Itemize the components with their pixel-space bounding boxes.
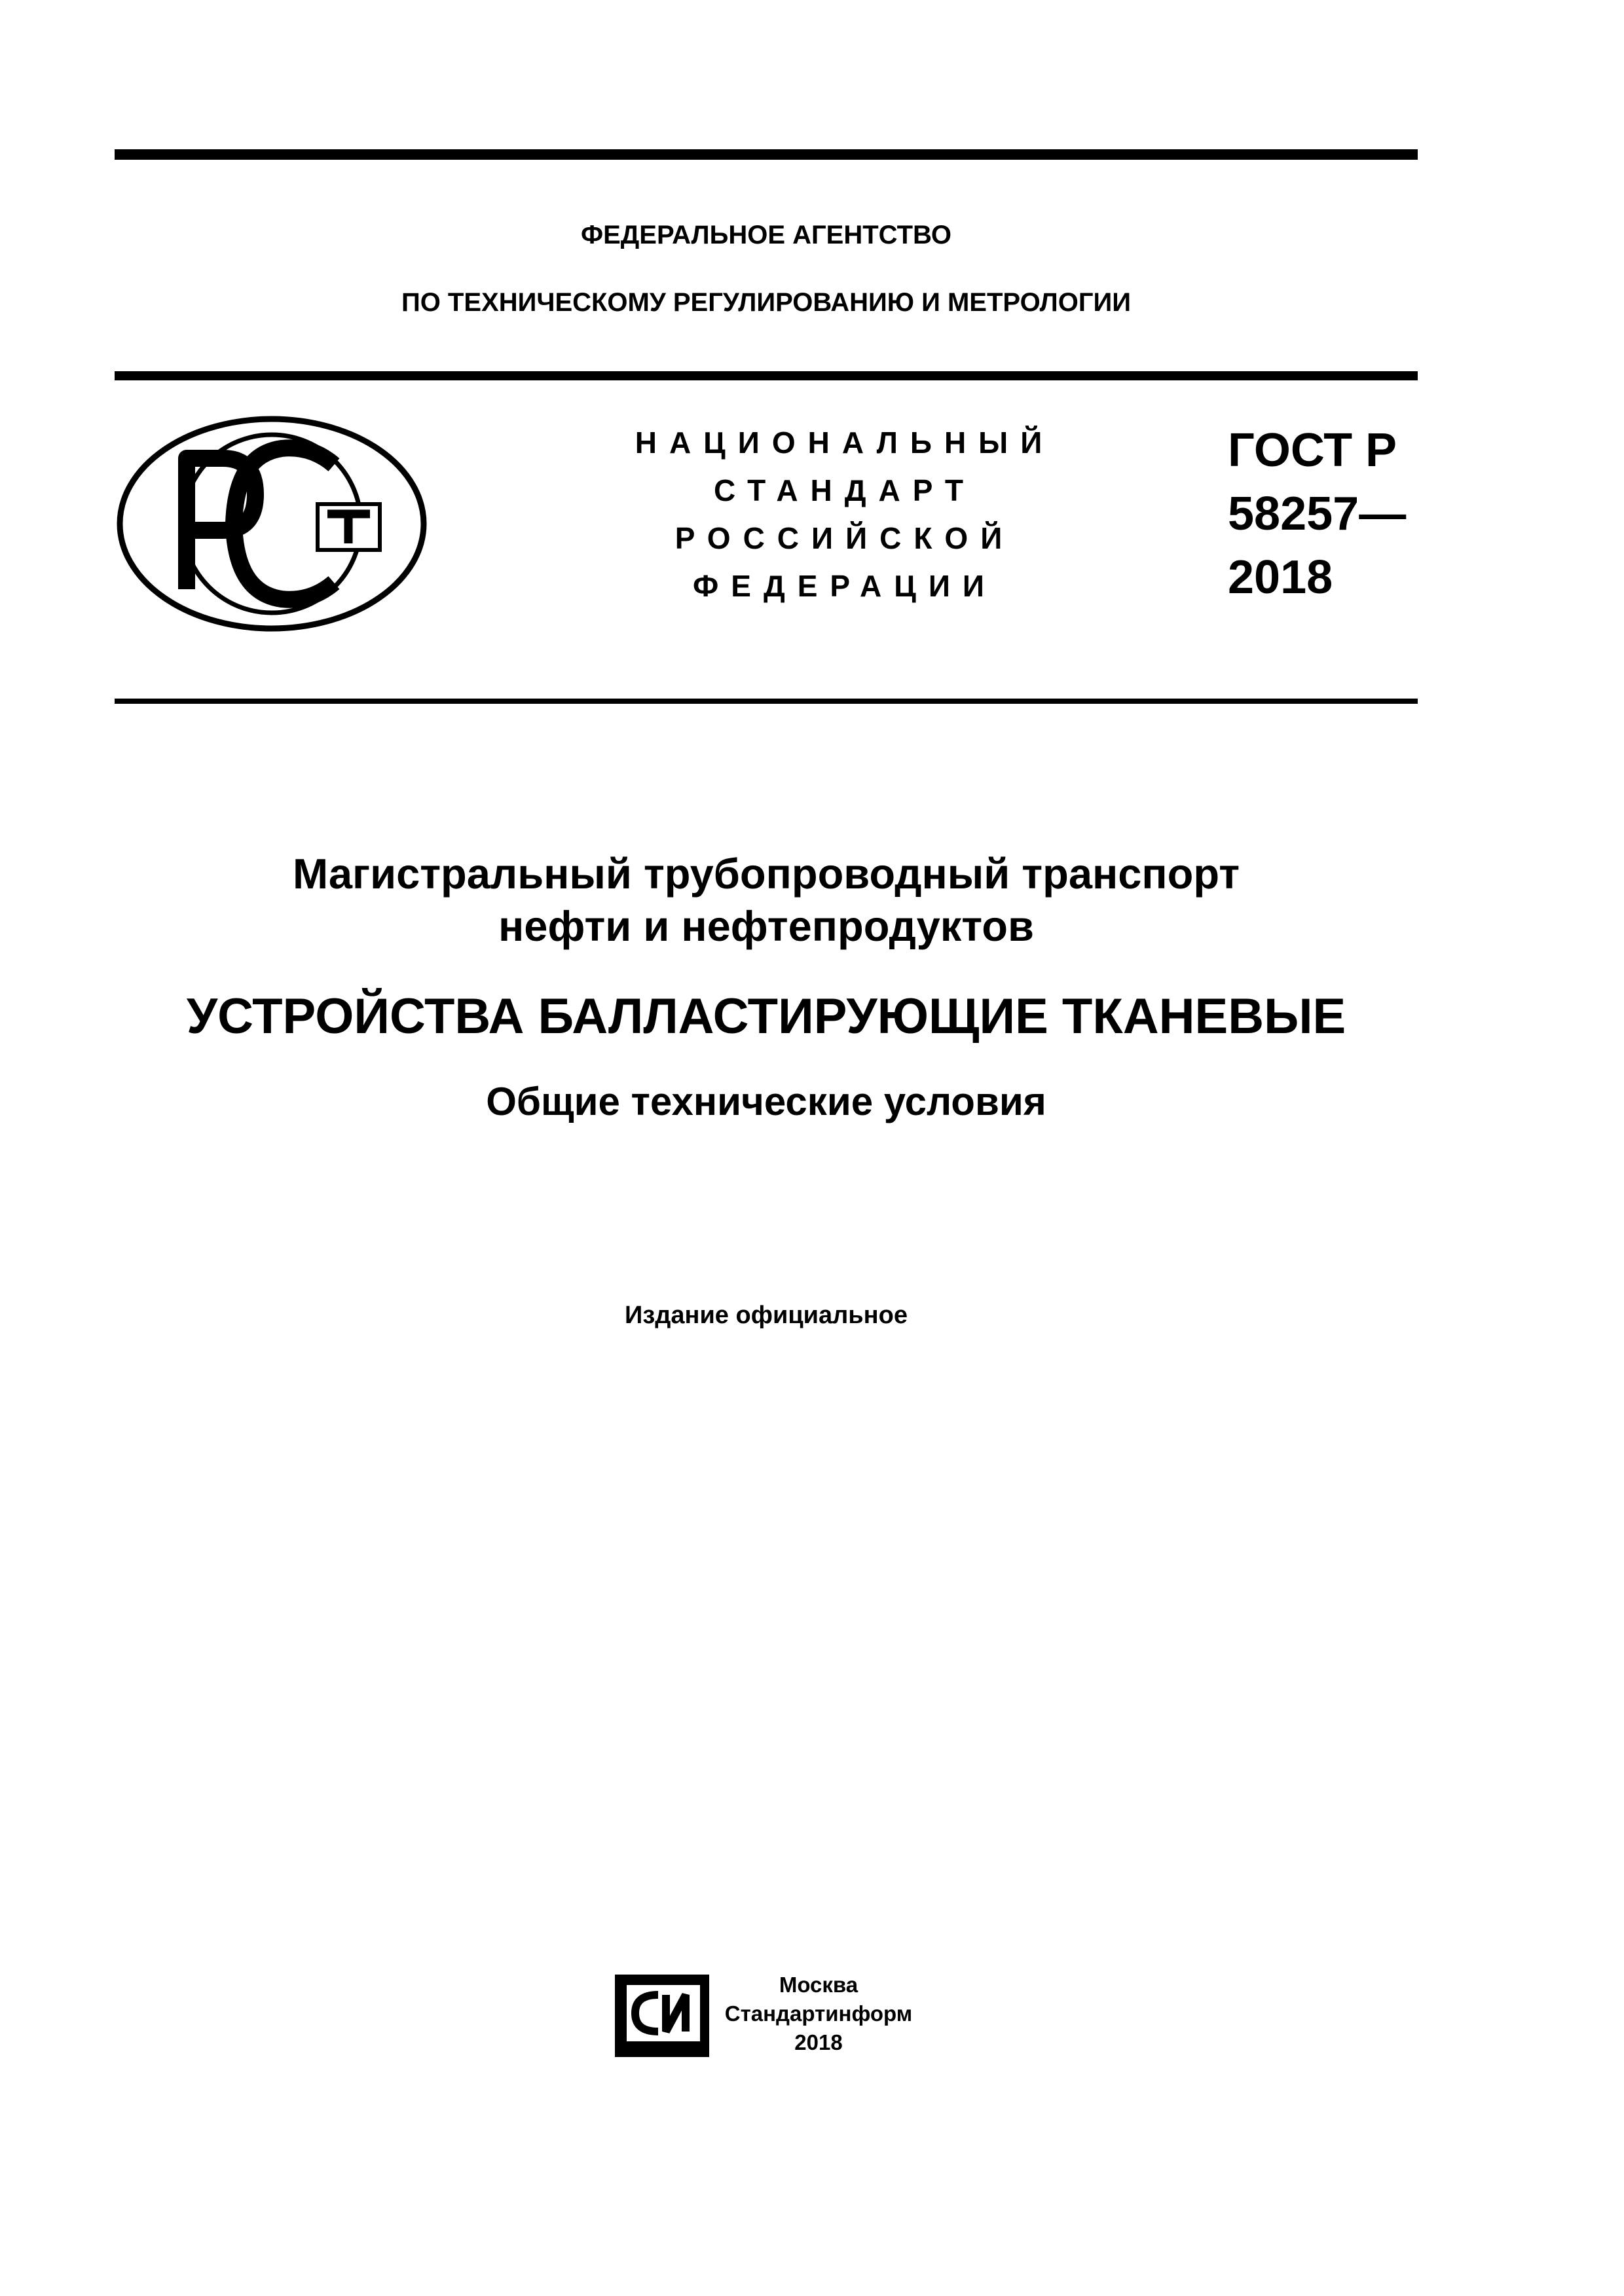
standard-type-line-1: НАЦИОНАЛЬНЫЙ	[635, 426, 1055, 460]
title-line-2: нефти и нефтепродуктов	[498, 902, 1034, 950]
rosstandart-logo-icon	[115, 412, 429, 635]
publisher-year: 2018	[794, 2030, 843, 2054]
standard-type-line-3: РОССИЙСКОЙ	[674, 521, 1015, 555]
publisher-name: Стандартинформ	[724, 2001, 913, 2026]
standard-type-line-2: СТАНДАРТ	[714, 473, 976, 507]
designation-line-3: 2018	[1228, 551, 1333, 604]
edition-label: Издание официальное	[625, 1302, 908, 1329]
main-title: УСТРОЙСТВА БАЛЛАСТИРУЮЩИЕ ТКАНЕВЫЕ	[186, 989, 1346, 1044]
publisher-imprint	[720, 1971, 917, 2057]
standartinform-logo-icon	[612, 1972, 712, 2060]
publisher-city: Москва	[779, 1973, 858, 1997]
designation-line-2: 58257—	[1228, 488, 1407, 540]
agency-name-line-2: ПО ТЕХНИЧЕСКОМУ РЕГУЛИРОВАНИЮ И МЕТРОЛОГИИ	[401, 288, 1132, 317]
standard-type	[589, 419, 1100, 610]
standard-type-line-4: ФЕДЕРАЦИИ	[693, 569, 997, 603]
designation-line-1: ГОСТ Р	[1228, 424, 1397, 477]
designation-rule	[115, 699, 1418, 704]
agency-name-line-1: ФЕДЕРАЛЬНОЕ АГЕНТСТВО	[580, 221, 952, 249]
standard-designation	[1228, 419, 1418, 610]
title-line-1: Магистральный трубопроводный транспорт	[292, 850, 1240, 898]
header-rule	[115, 371, 1418, 380]
top-rule	[115, 149, 1418, 160]
subtitle: Общие технические условия	[486, 1080, 1046, 1123]
